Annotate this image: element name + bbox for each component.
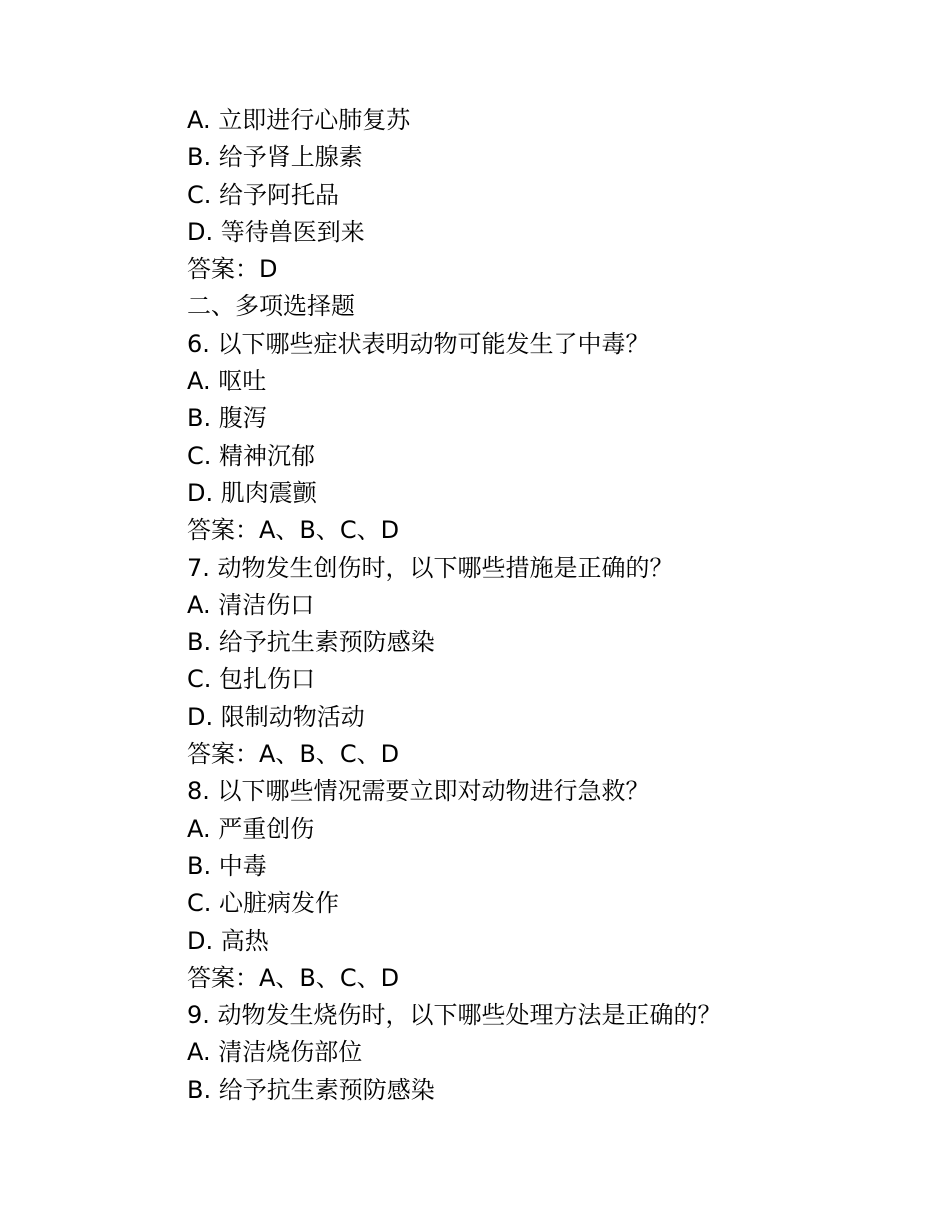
question-9-option-b: B. 给予抗生素预防感染 <box>187 1075 435 1104</box>
option-d-line: D. 等待兽医到来 <box>187 217 365 246</box>
question-7-option-a: A. 清洁伤口 <box>187 590 315 619</box>
question-9: 9. 动物发生烧伤时，以下哪些处理方法是正确的？ <box>187 1001 722 1030</box>
option-b-line: B. 给予肾上腺素 <box>187 143 363 172</box>
question-8-option-d: D. 高热 <box>187 926 269 955</box>
answer-line: 答案：D <box>187 255 278 284</box>
question-7-option-d: D. 限制动物活动 <box>187 702 365 731</box>
question-6: 6. 以下哪些症状表明动物可能发生了中毒？ <box>187 329 650 358</box>
question-8-answer: 答案：A、B、C、D <box>187 963 400 992</box>
document-body <box>187 102 887 1109</box>
question-8-option-b: B. 中毒 <box>187 851 267 880</box>
question-7-answer: 答案：A、B、C、D <box>187 740 400 769</box>
section-heading: 二、多项选择题 <box>187 292 355 321</box>
option-a-line: A. 立即进行心肺复苏 <box>187 106 411 134</box>
question-6-answer: 答案：A、B、C、D <box>187 516 400 545</box>
question-8: 8. 以下哪些情况需要立即对动物进行急救？ <box>187 777 650 806</box>
question-6-option-c: C. 精神沉郁 <box>187 441 316 470</box>
option-c-line: C. 给予阿托品 <box>187 180 340 209</box>
question-8-option-a: A. 严重创伤 <box>187 814 315 843</box>
question-7: 7. 动物发生创伤时，以下哪些措施是正确的？ <box>187 553 674 582</box>
question-6-option-d: D. 肌肉震颤 <box>187 478 317 507</box>
question-7-option-c: C. 包扎伤口 <box>187 665 316 694</box>
question-9-option-a: A. 清洁烧伤部位 <box>187 1038 363 1067</box>
question-6-option-b: B. 腹泻 <box>187 404 267 433</box>
question-8-option-c: C. 心脏病发作 <box>187 889 340 918</box>
question-7-option-b: B. 给予抗生素预防感染 <box>187 628 435 657</box>
question-6-option-a: A. 呕吐 <box>187 367 267 396</box>
